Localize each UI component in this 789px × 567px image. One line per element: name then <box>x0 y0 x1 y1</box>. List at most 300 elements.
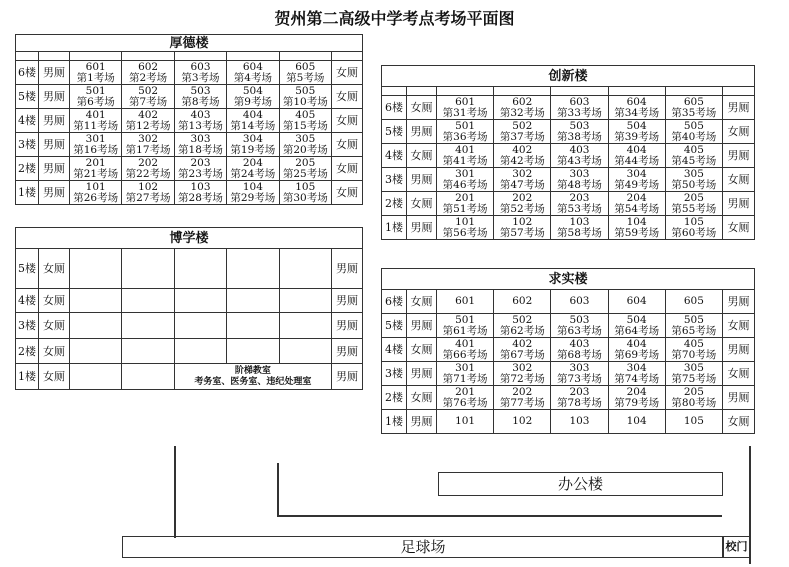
room-number: 302 <box>512 361 533 374</box>
exam-room <box>665 144 722 168</box>
exam-session: 第39考场 <box>614 130 660 143</box>
exam-room <box>70 85 122 109</box>
exam-session: 第47考场 <box>499 178 545 191</box>
path-line <box>277 463 279 516</box>
football-field <box>122 536 724 558</box>
exam-session: 第18考场 <box>178 143 223 156</box>
floor-label: 2楼 <box>382 386 407 410</box>
exam-room <box>494 144 551 168</box>
room-number: 405 <box>295 108 316 121</box>
floor-label: 3楼 <box>16 313 39 339</box>
room-number: 601 <box>85 60 106 73</box>
exam-room <box>608 96 665 120</box>
floor-label: 1楼 <box>16 181 39 205</box>
room-number: 205 <box>683 385 704 398</box>
room-number: 304 <box>626 361 647 374</box>
restroom-left: 女厕 <box>407 96 437 120</box>
floor-row <box>16 364 363 390</box>
exam-session: 第6考场 <box>76 95 115 108</box>
exam-session: 第53考场 <box>557 202 602 215</box>
exam-session: 第40考场 <box>671 130 717 143</box>
room-empty <box>122 249 174 289</box>
restroom-right: 男厕 <box>722 338 754 362</box>
floor-label: 3楼 <box>16 133 39 157</box>
exam-room <box>494 168 551 192</box>
office-building <box>438 472 723 496</box>
restroom-left: 女厕 <box>39 249 70 289</box>
exam-room <box>122 85 174 109</box>
exam-room <box>227 181 279 205</box>
exam-session: 第21考场 <box>73 167 119 180</box>
floor-row <box>382 290 755 314</box>
exam-session: 第60考场 <box>671 226 717 239</box>
exam-session: 第79考场 <box>614 396 660 409</box>
room-number: 202 <box>138 156 159 169</box>
restroom-left: 男厕 <box>407 314 437 338</box>
exam-room <box>551 216 608 240</box>
room-empty <box>70 339 122 364</box>
room-number: 102 <box>512 415 533 427</box>
restroom-left: 男厕 <box>407 216 437 240</box>
exam-session: 第38考场 <box>557 130 602 143</box>
exam-room <box>437 216 494 240</box>
exam-room <box>551 362 608 386</box>
exam-session: 第68考场 <box>557 348 602 361</box>
exam-session: 第67考场 <box>499 348 545 361</box>
exam-room <box>665 314 722 338</box>
restroom-right: 男厕 <box>331 249 362 289</box>
floor-row <box>16 109 363 133</box>
room-number: 603 <box>190 60 211 73</box>
exam-session: 第13考场 <box>178 119 223 132</box>
floor-row <box>382 216 755 240</box>
exam-session: 第69考场 <box>614 348 660 361</box>
room-number: 403 <box>569 337 590 350</box>
room-number: 504 <box>626 119 647 132</box>
exam-room <box>665 192 722 216</box>
exam-session: 第26考场 <box>73 191 119 204</box>
floor-label: 4楼 <box>382 338 407 362</box>
floor-label: 2楼 <box>382 192 407 216</box>
exam-room <box>70 157 122 181</box>
lecture-hall <box>174 364 331 390</box>
room-number: 101 <box>85 180 106 193</box>
exam-room <box>494 96 551 120</box>
room-number: 203 <box>569 385 590 398</box>
field-label: 足球场 <box>400 538 446 556</box>
room-number: 301 <box>85 132 106 145</box>
exam-room <box>279 85 331 109</box>
exam-room <box>70 109 122 133</box>
exam-room <box>665 362 722 386</box>
exam-room <box>437 120 494 144</box>
floor-label: 3楼 <box>382 362 407 386</box>
room-number: 505 <box>295 84 316 97</box>
room-number: 501 <box>455 119 476 132</box>
room-number: 301 <box>455 361 476 374</box>
exam-session: 第75考场 <box>671 372 717 385</box>
room-number: 201 <box>455 385 476 398</box>
floor-label: 5楼 <box>16 85 39 109</box>
floor-row <box>382 144 755 168</box>
exam-room <box>665 338 722 362</box>
room-empty <box>122 313 174 339</box>
room-empty <box>122 289 174 313</box>
room-empty <box>70 249 122 289</box>
restroom-right: 女厕 <box>722 410 754 434</box>
exam-session: 第8考场 <box>181 95 220 108</box>
floor-row <box>382 338 755 362</box>
exam-room <box>608 216 665 240</box>
restroom-right: 女厕 <box>331 181 362 205</box>
floor-row <box>382 410 755 434</box>
room-empty <box>227 289 279 313</box>
exam-room <box>608 168 665 192</box>
exam-session: 第10考场 <box>282 95 328 108</box>
exam-room <box>227 157 279 181</box>
restroom-left: 男厕 <box>39 85 70 109</box>
exam-session: 第44考场 <box>614 154 660 167</box>
floor-label: 6楼 <box>16 61 39 85</box>
room-number: 404 <box>626 337 647 350</box>
exam-session: 第28考场 <box>178 191 223 204</box>
restroom-left: 男厕 <box>407 168 437 192</box>
exam-room <box>608 314 665 338</box>
room-number: 304 <box>242 132 263 145</box>
exam-room <box>551 290 608 314</box>
exam-session: 第65考场 <box>671 324 717 337</box>
exam-session: 第3考场 <box>181 71 220 84</box>
building-name: 求实楼 <box>382 269 755 290</box>
floor-row <box>382 96 755 120</box>
exam-room <box>608 144 665 168</box>
exam-room <box>174 181 226 205</box>
room-number: 504 <box>242 84 263 97</box>
exam-session: 第33考场 <box>557 106 602 119</box>
restroom-left: 女厕 <box>407 338 437 362</box>
exam-session: 第58考场 <box>557 226 602 239</box>
room-empty <box>279 339 331 364</box>
exam-room <box>279 181 331 205</box>
room-number: 603 <box>569 295 590 307</box>
room-number: 104 <box>626 215 647 228</box>
exam-session: 第73考场 <box>557 372 602 385</box>
floor-label: 4楼 <box>16 289 39 313</box>
exam-room <box>608 290 665 314</box>
room-number: 503 <box>569 313 590 326</box>
exam-session: 第49考场 <box>614 178 660 191</box>
office-label: 办公楼 <box>557 475 603 493</box>
room-empty <box>174 289 226 313</box>
exam-session: 第1考场 <box>76 71 115 84</box>
room-number: 403 <box>190 108 211 121</box>
room-number: 602 <box>512 95 533 108</box>
exam-room <box>437 144 494 168</box>
room-number: 203 <box>190 156 211 169</box>
floor-label: 1楼 <box>382 216 407 240</box>
room-number: 502 <box>512 119 533 132</box>
room-number: 301 <box>455 167 476 180</box>
room-number: 104 <box>242 180 263 193</box>
room-number: 401 <box>455 337 476 350</box>
exam-room <box>279 109 331 133</box>
exam-session: 第51考场 <box>442 202 488 215</box>
floor-row <box>382 120 755 144</box>
floor-row <box>16 181 363 205</box>
exam-room <box>494 216 551 240</box>
exam-session: 第4考场 <box>233 71 272 84</box>
exam-session: 第11考场 <box>73 119 119 132</box>
exam-room <box>551 410 608 434</box>
exam-room <box>551 386 608 410</box>
exam-session: 第55考场 <box>671 202 717 215</box>
room-number: 105 <box>295 180 316 193</box>
restroom-right: 女厕 <box>331 109 362 133</box>
restroom-right: 男厕 <box>722 386 754 410</box>
restroom-right: 女厕 <box>331 85 362 109</box>
building-name: 厚德楼 <box>16 35 363 52</box>
exam-room <box>437 192 494 216</box>
room-number: 202 <box>512 191 533 204</box>
room-empty <box>174 249 226 289</box>
room-number: 502 <box>138 84 159 97</box>
room-number: 402 <box>512 337 533 350</box>
room-empty <box>174 313 226 339</box>
room-number: 204 <box>242 156 263 169</box>
exam-room <box>494 290 551 314</box>
exam-room <box>494 192 551 216</box>
exam-session: 第36考场 <box>442 130 488 143</box>
room-number: 402 <box>512 143 533 156</box>
room-number: 405 <box>683 337 704 350</box>
restroom-left: 男厕 <box>407 120 437 144</box>
exam-room <box>227 61 279 85</box>
room-empty <box>227 249 279 289</box>
exam-session: 第17考场 <box>125 143 171 156</box>
exam-session: 第7考场 <box>128 95 168 108</box>
restroom-right: 女厕 <box>722 362 754 386</box>
restroom-left: 女厕 <box>39 339 70 364</box>
exam-session: 第24考场 <box>230 167 276 180</box>
restroom-right: 女厕 <box>331 133 362 157</box>
floor-row <box>16 249 363 289</box>
room-number: 105 <box>683 215 704 228</box>
chuangxin-building <box>381 65 755 240</box>
exam-session: 第50考场 <box>671 178 717 191</box>
room-empty <box>279 249 331 289</box>
room-number: 305 <box>683 361 704 374</box>
room-number: 601 <box>455 295 476 307</box>
path-line <box>277 515 722 517</box>
exam-room <box>279 133 331 157</box>
room-number: 501 <box>85 84 106 97</box>
room-number: 205 <box>683 191 704 204</box>
room-number: 401 <box>455 143 476 156</box>
floor-row <box>16 133 363 157</box>
exam-room <box>174 61 226 85</box>
exam-session: 第9考场 <box>233 95 272 108</box>
floor-label: 2楼 <box>16 339 39 364</box>
room-number: 604 <box>626 295 647 307</box>
exam-session: 第72考场 <box>499 372 545 385</box>
exam-room <box>437 168 494 192</box>
room-number: 102 <box>138 180 159 193</box>
exam-room <box>279 157 331 181</box>
exam-session: 第71考场 <box>442 372 488 385</box>
room-number: 204 <box>626 385 647 398</box>
room-number: 604 <box>242 60 263 73</box>
floor-row <box>16 339 363 364</box>
room-number: 204 <box>626 191 647 204</box>
exam-room <box>608 386 665 410</box>
exam-room <box>665 96 722 120</box>
exam-session: 第48考场 <box>557 178 602 191</box>
room-number: 305 <box>295 132 316 145</box>
exam-room <box>551 338 608 362</box>
restroom-left: 女厕 <box>39 313 70 339</box>
exam-room <box>70 61 122 85</box>
restroom-right: 男厕 <box>331 289 362 313</box>
exam-session: 第22考场 <box>125 167 171 180</box>
floor-row <box>382 192 755 216</box>
room-empty <box>174 339 226 364</box>
floor-row <box>16 289 363 313</box>
exam-session: 第16考场 <box>73 143 119 156</box>
room-number: 303 <box>569 361 590 374</box>
exam-session: 第23考场 <box>178 167 223 180</box>
exam-room <box>122 133 174 157</box>
exam-session: 第61考场 <box>442 324 488 337</box>
restroom-left: 男厕 <box>39 133 70 157</box>
restroom-left: 女厕 <box>407 144 437 168</box>
room-number: 103 <box>569 415 590 427</box>
exam-session: 第80考场 <box>671 396 717 409</box>
room-number: 602 <box>138 60 159 73</box>
exam-session: 第29考场 <box>230 191 276 204</box>
path-line <box>174 446 176 538</box>
exam-session: 第56考场 <box>442 226 488 239</box>
exam-room <box>551 168 608 192</box>
restroom-right: 女厕 <box>331 61 362 85</box>
building-name: 博学楼 <box>16 228 363 249</box>
exam-room <box>227 85 279 109</box>
exam-session: 第70考场 <box>671 348 717 361</box>
floor-label: 3楼 <box>382 168 407 192</box>
exam-room <box>494 120 551 144</box>
restroom-left: 女厕 <box>407 192 437 216</box>
room-empty <box>70 289 122 313</box>
room-number: 302 <box>512 167 533 180</box>
exam-room <box>608 192 665 216</box>
room-number: 501 <box>455 313 476 326</box>
exam-session: 第54考场 <box>614 202 660 215</box>
room-number: 602 <box>512 295 533 307</box>
exam-session: 第15考场 <box>282 119 328 132</box>
restroom-right: 男厕 <box>722 144 754 168</box>
room-number: 502 <box>512 313 533 326</box>
exam-room <box>665 410 722 434</box>
exam-session: 第12考场 <box>125 119 171 132</box>
restroom-left: 男厕 <box>407 362 437 386</box>
room-number: 503 <box>190 84 211 97</box>
restroom-left: 男厕 <box>39 181 70 205</box>
room-number: 604 <box>626 95 647 108</box>
room-number: 203 <box>569 191 590 204</box>
restroom-left: 男厕 <box>39 109 70 133</box>
room-number: 505 <box>683 313 704 326</box>
exam-room <box>437 362 494 386</box>
school-gate <box>722 536 751 558</box>
exam-room <box>551 144 608 168</box>
exam-session: 第45考场 <box>671 154 717 167</box>
room-number: 404 <box>242 108 263 121</box>
room-number: 605 <box>683 95 704 108</box>
floor-label: 5楼 <box>16 249 39 289</box>
exam-session: 第59考场 <box>614 226 660 239</box>
floor-label: 5楼 <box>382 120 407 144</box>
room-number: 503 <box>569 119 590 132</box>
exam-room <box>174 85 226 109</box>
restroom-left: 男厕 <box>407 410 437 434</box>
room-number: 303 <box>569 167 590 180</box>
floor-row <box>16 157 363 181</box>
restroom-right: 女厕 <box>331 157 362 181</box>
exam-session: 第30考场 <box>282 191 328 204</box>
room-number: 101 <box>455 415 476 427</box>
exam-room <box>122 61 174 85</box>
boxue-building <box>15 227 363 390</box>
exam-session: 第2考场 <box>128 71 168 84</box>
exam-room <box>608 362 665 386</box>
exam-room <box>174 109 226 133</box>
exam-room <box>494 386 551 410</box>
floor-row <box>16 61 363 85</box>
exam-room <box>665 216 722 240</box>
exam-room <box>551 96 608 120</box>
exam-session: 第25考场 <box>282 167 328 180</box>
room-number: 403 <box>569 143 590 156</box>
exam-session: 第35考场 <box>671 106 717 119</box>
exam-room <box>437 314 494 338</box>
restroom-right: 男厕 <box>331 364 362 390</box>
exam-room <box>70 133 122 157</box>
exam-room <box>494 314 551 338</box>
room-number: 103 <box>190 180 211 193</box>
exam-session: 第52考场 <box>499 202 545 215</box>
exam-room <box>174 157 226 181</box>
floor-label: 6楼 <box>382 96 407 120</box>
exam-room <box>551 314 608 338</box>
floor-row <box>16 313 363 339</box>
floor-label: 1楼 <box>16 364 39 390</box>
exam-room <box>437 338 494 362</box>
floor-row <box>382 362 755 386</box>
exam-room <box>227 133 279 157</box>
restroom-left: 男厕 <box>39 157 70 181</box>
room-empty <box>227 339 279 364</box>
exam-session: 第20考场 <box>282 143 328 156</box>
exam-room <box>665 386 722 410</box>
room-number: 605 <box>295 60 316 73</box>
exam-room <box>551 192 608 216</box>
exam-session: 第64考场 <box>614 324 660 337</box>
exam-session: 第46考场 <box>442 178 488 191</box>
restroom-right: 男厕 <box>722 96 754 120</box>
exam-room <box>608 120 665 144</box>
room-number: 505 <box>683 119 704 132</box>
exam-room <box>122 181 174 205</box>
exam-session: 第41考场 <box>442 154 488 167</box>
